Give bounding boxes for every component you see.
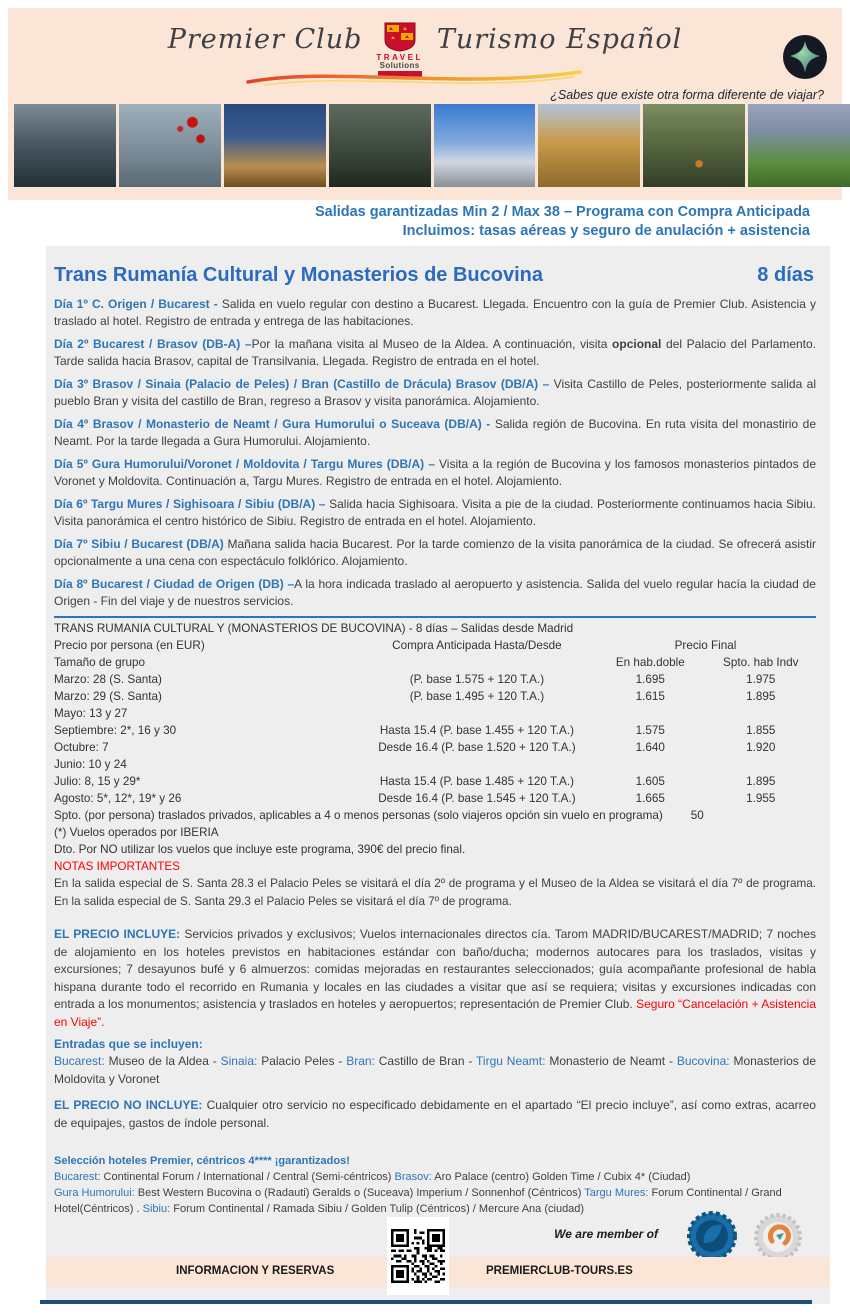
note-spto-value: 50 bbox=[690, 809, 704, 822]
info-reservas-label: INFORMACION Y RESERVAS bbox=[176, 1265, 335, 1277]
segment-t: Monasterio de Neamt - bbox=[545, 1054, 677, 1068]
col-subheader-tamano: Tamaño de grupo bbox=[54, 656, 145, 669]
banner-line1: Salidas garantizadas Min 2 / Max 38 – Programa con Compra Anticipada bbox=[314, 204, 810, 220]
price-cell: 1.640 bbox=[635, 741, 665, 754]
brand-swoosh bbox=[244, 64, 584, 90]
segment-lead: Día 4º Brasov / Monasterio de Neamt / Gura Humorului o Suceava (DB/A) - bbox=[54, 417, 495, 431]
segment-lead: Día 3º Brasov / Sinaia (Palacio de Peles) / Bran (Castillo de Drácula) Brasov (DB/A) – bbox=[54, 377, 554, 391]
itinerary-day bbox=[54, 536, 816, 570]
segment-t: Palacio Peles - bbox=[257, 1054, 347, 1068]
header bbox=[8, 8, 842, 200]
segment-lead: Día 1º C. Origen / Bucarest - bbox=[54, 297, 222, 311]
note-iberia: (*) Vuelos operados por IBERIA bbox=[54, 826, 219, 839]
price-table-title: TRANS RUMANIA CULTURAL Y (MONASTERIOS DE BUCOVINA) - 8 días – Salidas desde Madrid bbox=[54, 622, 574, 635]
duration-label: 8 días bbox=[757, 264, 814, 286]
photo-hill-church bbox=[748, 104, 850, 187]
price-cell bbox=[359, 756, 595, 773]
member-of-label: We are member of bbox=[554, 1227, 658, 1241]
price-cell: 1.955 bbox=[746, 792, 776, 805]
segment-t: A la hora indicada traslado al aeropuerto y asistencia. Salida del vuelo regular hacía la ciudad de Origen - Fin del viaje y de nuestros servicios. bbox=[54, 577, 816, 608]
segment-t: Visita a la región de Bucovina y los famosos monasterios pintados de Voronet y Moldovita. Continuación a, Targu Mures. Registro de entrada en el hotel. Alojamiento. bbox=[54, 457, 817, 488]
hoteles-heading: Selección hoteles Premier, céntricos 4**** ¡garantizados! bbox=[54, 1155, 350, 1167]
price-cell bbox=[595, 705, 705, 722]
segment-t: Castillo de Bran - bbox=[374, 1054, 477, 1068]
price-cell: Desde 16.4 (P. base 1.545 + 120 T.A.) bbox=[378, 792, 576, 805]
notas-body: En la salida especial de S. Santa 28.3 el Palacio Peles se visitará el día 2º de programa y el Museo de la Aldea se visitará el día 7º de programa. En la salida especial de S. Santa 29.3 el Palacio Peles se visitará el día 7º de programa. bbox=[54, 877, 816, 908]
price-cell: 1.895 bbox=[746, 690, 776, 703]
segment-t: Salida región de Bucovina. En ruta visita del monastirio de Neamt. Por la tarde llegada a Gura Humorului. Alojamiento. bbox=[54, 417, 816, 448]
segment-lead: Día 8º Bucarest / Ciudad de Origen (DB) – bbox=[54, 577, 295, 591]
photo-temple-ruins bbox=[643, 104, 745, 187]
price-cell bbox=[359, 705, 595, 722]
col-subheader-doble: En hab.doble bbox=[615, 656, 685, 669]
col-header-compra: Compra Anticipada Hasta/Desde bbox=[392, 639, 562, 652]
qr-code-icon bbox=[391, 1229, 445, 1283]
logo-line2-label: Solutions bbox=[379, 61, 420, 70]
price-cell: Septiembre: 2*, 16 y 30 bbox=[54, 724, 177, 737]
price-cell: Desde 16.4 (P. base 1.520 + 120 T.A.) bbox=[378, 741, 576, 754]
segment-t: Continental Forum / International / Central (Semi-céntricos) bbox=[100, 1171, 395, 1183]
bottom-rule bbox=[40, 1300, 812, 1304]
segment-t: Forum Continental / Grand Hotel(Céntricos) . bbox=[54, 1187, 782, 1215]
segment-city: Bran: bbox=[346, 1054, 375, 1068]
segment-city: Brasov: bbox=[394, 1171, 432, 1183]
price-cell: 1.575 bbox=[635, 724, 665, 737]
segment-lead: Día 7º Sibiu / Bucarest (DB/A) bbox=[54, 537, 228, 551]
photo-strip bbox=[14, 104, 850, 187]
brand-left-text: Premier Club bbox=[167, 24, 363, 55]
segment-city: Bucovina: bbox=[676, 1054, 730, 1068]
itinerary-day bbox=[54, 336, 816, 370]
price-cell: (P. base 1.495 + 120 T.A.) bbox=[409, 690, 545, 703]
no-incluye-paragraph bbox=[54, 1097, 816, 1132]
price-table bbox=[54, 616, 816, 858]
price-cell: Hasta 15.4 (P. base 1.455 + 120 T.A.) bbox=[379, 724, 574, 737]
photo-bridge-cathedral bbox=[434, 104, 536, 187]
note-dto: Dto. Por NO utilizar los vuelos que incluye este programa, 390€ del precio final. bbox=[54, 843, 466, 856]
footer bbox=[54, 1225, 816, 1309]
segment-b: opcional bbox=[612, 337, 662, 351]
segment-bb: EL PRECIO INCLUYE: bbox=[54, 927, 185, 941]
segment-city: Sibiu: bbox=[142, 1203, 171, 1215]
price-cell: 1.920 bbox=[746, 741, 776, 754]
segment-t: del Palacio del Parlamento. Tarde salida hacia Brasov, capital de Transilvania. Llegada. Registro de entrada en el hotel. bbox=[54, 337, 817, 368]
price-cell: 1.855 bbox=[746, 724, 776, 737]
price-row bbox=[54, 756, 816, 773]
segment-city: Sinaia: bbox=[220, 1054, 258, 1068]
segment-city: Bucarest: bbox=[54, 1171, 101, 1183]
segment-t: Salida en vuelo regular con destino a Bucarest. Llegada. Encuentro con la guía de Premier Club. Asistencia y traslado al hotel. Registro de entrada y entrega de las habitaciones. bbox=[54, 297, 816, 328]
price-row bbox=[54, 671, 816, 688]
photo-cathedral-aerial bbox=[329, 104, 431, 187]
hoteles-line bbox=[54, 1169, 816, 1185]
price-cell: Octubre: 7 bbox=[54, 741, 109, 754]
segment-t: Best Western Bucovina o (Radauti) Geralds o (Suceava) Imperium / Sonnenhof (Céntricos) bbox=[134, 1187, 585, 1199]
price-cell: Hasta 15.4 (P. base 1.485 + 120 T.A.) bbox=[379, 775, 574, 788]
sparkle-badge-icon bbox=[782, 34, 828, 80]
itinerary bbox=[54, 296, 816, 610]
hoteles-section bbox=[54, 1154, 816, 1217]
price-cell bbox=[595, 756, 705, 773]
segment-city: Gura Humorului: bbox=[54, 1187, 135, 1199]
price-cell: Mayo: 13 y 27 bbox=[54, 707, 128, 720]
price-cell: 1.605 bbox=[635, 775, 665, 788]
website-label: PREMIERCLUB-TOURS.ES bbox=[486, 1265, 633, 1277]
segment-t: Forum Continental / Ramada Sibiu / Golden Tulip (Céntricos) / Mercure Ana (ciudad) bbox=[170, 1203, 585, 1215]
title-row bbox=[54, 260, 816, 296]
segment-lead: Día 5º Gura Humorului/Voronet / Moldovita / Targu Mures (DB/A) – bbox=[54, 457, 439, 471]
price-cell: Marzo: 28 (S. Santa) bbox=[54, 673, 162, 686]
segment-lead: Día 2º Bucarest / Brasov (DB-A) – bbox=[54, 337, 252, 351]
segment-t: Salida hacia Sighisoara. Visita a pie de la ciudad. Posteriormente continuamos hacia Sibiu. Visita panorámica el centro histórico de Sibiu. Registro de entrada en el hotel. Alojamiento. bbox=[54, 497, 816, 528]
qr-code bbox=[387, 1217, 449, 1295]
photo-fishermen-mist bbox=[14, 104, 116, 187]
photo-desert-city bbox=[538, 104, 640, 187]
segment-t: Museo de la Aldea - bbox=[104, 1054, 221, 1068]
itinerary-day bbox=[54, 416, 816, 450]
segment-t: Servicios privados y exclusivos; Vuelos internacionales directos cía. Tarom MADRID/BUCAREST/MADRID; 7 noches de alojamiento en los hoteles previstos en habitaciones estándar con baño/ducha; modernos autocares para los traslados, visitas y excursiones; 7 desayunos bufé y 6 almuerzos: comidas mejoradas en restaurantes seleccionados; guía acompañante profesional de habla hispana durante todo el recorrido en Rumania y locales en las ciudades a visitar que así se requiera; visitas y excursiones indicadas con entrada a los monumentos; asistencia y traslados en hoteles y aeropuertos; representación de Premier Club. bbox=[54, 927, 816, 1011]
price-cell: Agosto: 5*, 12*, 19* y 26 bbox=[54, 792, 182, 805]
col-header-price-person: Precio por persona (en EUR) bbox=[54, 639, 205, 652]
notas-heading: NOTAS IMPORTANTES bbox=[54, 860, 180, 873]
header-tagline: ¿Sabes que existe otra forma diferente de viajar? bbox=[550, 88, 824, 102]
price-cell: Marzo: 29 (S. Santa) bbox=[54, 690, 162, 703]
price-table-rows bbox=[54, 671, 816, 807]
banner-line2: Incluimos: tasas aéreas y seguro de anulación + asistencia bbox=[402, 223, 810, 239]
entradas-heading: Entradas que se incluyen: bbox=[54, 1037, 203, 1051]
segment-t: Aro Palace (centro) Golden Time / Cubix 4* (Ciudad) bbox=[431, 1171, 691, 1183]
price-row bbox=[54, 722, 816, 739]
segment-t: Cualquier otro servicio no especificado debidamente en el apartado “El precio incluye”, así como extras, acarreo de equipajes, gastos de índole personal. bbox=[54, 1098, 816, 1130]
segment-t: Monasterios de Moldovita y Voronet bbox=[54, 1054, 817, 1086]
photo-mosque-dusk bbox=[224, 104, 326, 187]
price-cell: 1.695 bbox=[635, 673, 665, 686]
segment-city: Targu Mures: bbox=[584, 1187, 649, 1199]
itinerary-day bbox=[54, 296, 816, 330]
price-cell: 1.615 bbox=[635, 690, 665, 703]
segment-lead: Día 6º Targu Mures / Sighisoara / Sibiu (DB/A) – bbox=[54, 497, 330, 511]
price-cell: 1.895 bbox=[746, 775, 776, 788]
price-cell bbox=[706, 756, 816, 773]
itinerary-day bbox=[54, 576, 816, 610]
price-row bbox=[54, 688, 816, 705]
price-table-subheader bbox=[54, 654, 816, 671]
price-row bbox=[54, 739, 816, 756]
price-row bbox=[54, 790, 816, 807]
note-spto bbox=[54, 807, 816, 824]
photo-city-wall-lanterns bbox=[119, 104, 221, 187]
segment-t: Por la mañana visita al Museo de la Aldea. A continuación, visita bbox=[251, 337, 613, 351]
brand-right-text: Turismo Español bbox=[436, 24, 683, 55]
itinerary-day bbox=[54, 376, 816, 410]
segment-city: Bucarest: bbox=[54, 1054, 105, 1068]
price-cell: 1.975 bbox=[746, 673, 776, 686]
price-row bbox=[54, 705, 816, 722]
entradas-line bbox=[54, 1053, 816, 1088]
price-table-header bbox=[54, 637, 816, 654]
segment-t: Mañana salida hacia Bucarest. Por la tarde comienzo de la visita panorámica de la ciudad. Se ofrecerá asistir opcionalmente a una cena con espectáculo folklórico. Alojamiento. bbox=[54, 537, 816, 568]
price-cell: (P. base 1.575 + 120 T.A.) bbox=[409, 673, 545, 686]
itinerary-day bbox=[54, 496, 816, 530]
incluye-paragraph bbox=[54, 926, 816, 1031]
page-title: Trans Rumanía Cultural y Monasterios de Bucovina bbox=[54, 264, 544, 286]
guarantee-banner bbox=[0, 203, 810, 241]
segment-red: Seguro “Cancelación + Asistencia en Viaje”. bbox=[54, 997, 816, 1029]
price-cell bbox=[706, 705, 816, 722]
segment-city: Tirgu Neamt: bbox=[476, 1054, 546, 1068]
price-row bbox=[54, 773, 816, 790]
col-subheader-indv: Spto. hab Indv bbox=[723, 656, 799, 669]
price-cell: Julio: 8, 15 y 29* bbox=[54, 775, 141, 788]
price-cell: Junio: 10 y 24 bbox=[54, 758, 127, 771]
main-content bbox=[46, 246, 830, 1304]
segment-t: Visita Castillo de Peles, posteriormente salida al pueblo Bran y visita del castillo de Bran, regreso a Brasov y visita panorámica. Alojamiento. bbox=[54, 377, 816, 408]
shield-icon bbox=[383, 22, 417, 52]
price-cell: 1.665 bbox=[635, 792, 665, 805]
itinerary-day bbox=[54, 456, 816, 490]
segment-bb: EL PRECIO NO INCLUYE: bbox=[54, 1098, 207, 1112]
note-spto-text: Spto. (por persona) traslados privados, aplicables a 4 o menos personas (solo viajeros opción sin vuelo en programa) bbox=[54, 809, 663, 822]
col-header-precio-final: Precio Final bbox=[674, 639, 737, 652]
logo-line1-label: TRAVEL bbox=[376, 53, 423, 62]
